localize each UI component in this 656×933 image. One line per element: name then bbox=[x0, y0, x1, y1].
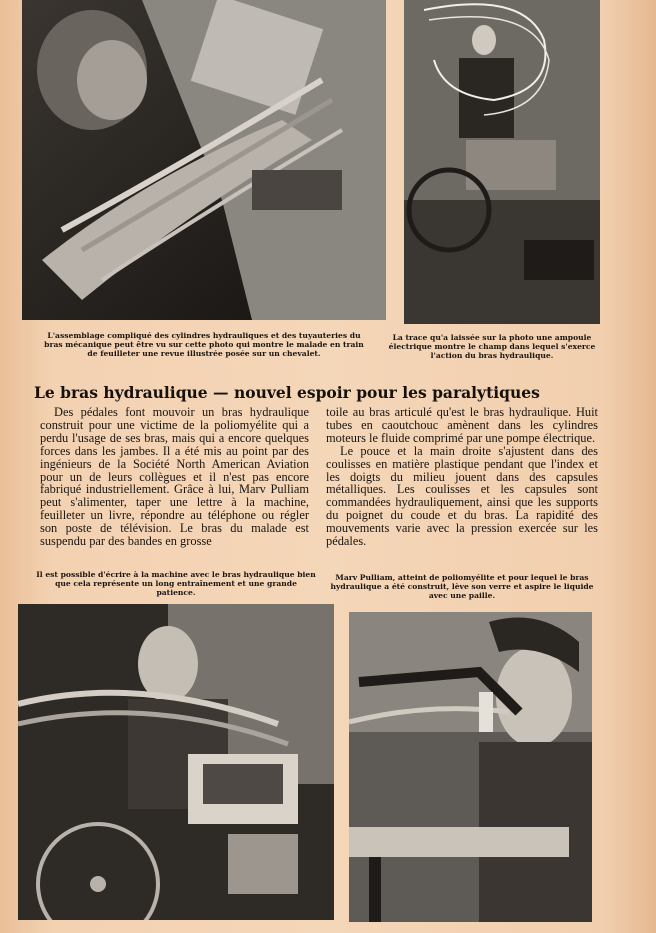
caption-top-left: L'assemblage compliqué des cylindres hydrauliques et des tuyauteries du bras mécanique peut être vu sur cette photo qui montre le malade en train de feuilleter une revue illustrée posée sur un chevalet. bbox=[44, 331, 364, 358]
paragraph: Le pouce et la main droite s'ajustent dans des coulisses en matière plastique pendant que l'index et les doigts du milieu jouent dans des capsules métalliques. Les coulisses et les capsules sont commandées hydrauliquement, ainsi que les supports du poignet du coude et du bras. La rapidité des mouvements varie avec la pression exercée sur les pédales. bbox=[326, 443, 598, 549]
caption-bottom-left: Il est possible d'écrire à la machine avec le bras hydraulique bien que cela représente un long entraînement et une grande patience. bbox=[36, 570, 316, 597]
article-headline: Le bras hydraulique — nouvel espoir pour les paralytiques bbox=[34, 383, 540, 402]
article-column-1 bbox=[40, 406, 309, 548]
photo-typing-machine-image bbox=[18, 604, 334, 920]
paragraph: toile au bras articulé qu'est le bras hydraulique. Huit tubes en caoutchouc amènent dans les cylindres moteurs le fluide comprimé par une pompe électrique. bbox=[326, 405, 598, 445]
photo-light-trace-image bbox=[404, 0, 600, 324]
photo-drinking-image bbox=[349, 612, 592, 922]
photo-light-trace bbox=[404, 0, 600, 324]
photo-typing-machine bbox=[18, 604, 334, 920]
caption-bottom-right: Marv Pulliam, atteint de poliomyélite et pour lequel le bras hydraulique a été construit, lève son verre et aspire le liquide avec une paille. bbox=[330, 573, 594, 600]
photo-hydraulic-assembly-image bbox=[22, 0, 386, 320]
paragraph: Des pédales font mouvoir un bras hydraulique construit pour une victime de la poliomyélite qui a perdu l'usage de ses bras, mais qui a encore quelques forces dans les jambes. Il a été mis au point par des ingénieurs de la Société North American Aviation pour un de leurs collègues et il n'est pas encore fabriqué industriellement. Grâce à lui, Marv Pulliam peut s'alimenter, taper une lettre à la machine, feuilleter un livre, répondre au téléphone ou régler son poste de télévision. Le bras du malade est suspendu par des bandes en grosse bbox=[40, 405, 309, 549]
article-column-2 bbox=[326, 406, 598, 548]
photo-drinking bbox=[349, 612, 592, 922]
photo-hydraulic-assembly bbox=[22, 0, 386, 320]
caption-top-right: La trace qu'a laissée sur la photo une ampoule électrique montre le champ dans lequel s'exerce l'action du bras hydraulique. bbox=[388, 333, 596, 360]
